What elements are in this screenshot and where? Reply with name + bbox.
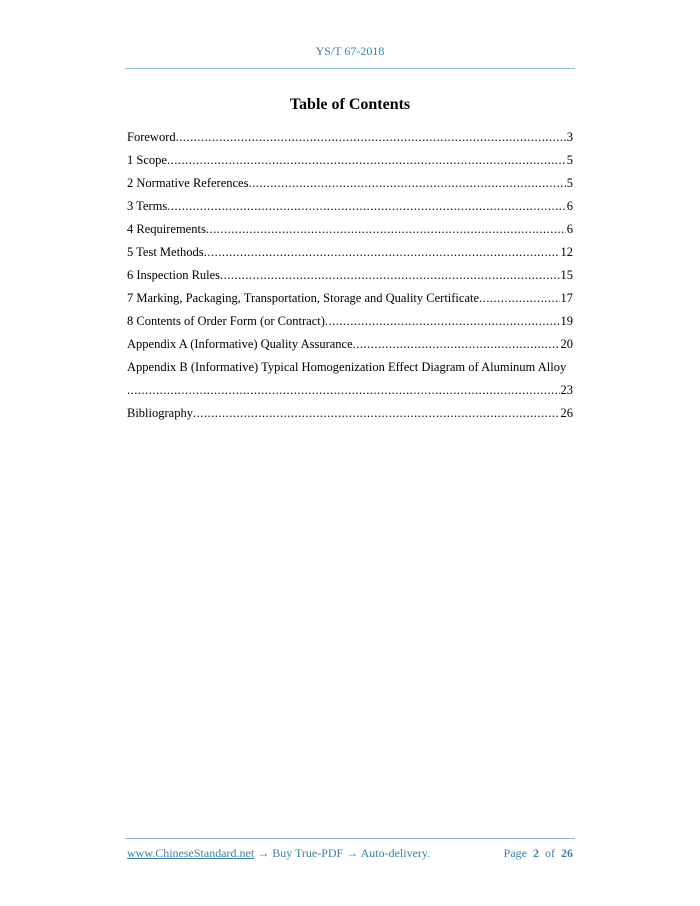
footer-promo [127,846,430,861]
toc-entry-label: 1 Scope [127,153,167,167]
toc-entry-requirements[interactable] [127,218,573,241]
toc-entry-label: 7 Marking, Packaging, Transportation, Storage and Quality Certificate [127,291,480,305]
arrow-icon: → [254,846,273,860]
toc-entry-page: 19 [560,314,573,328]
toc-leader-dots [206,218,566,241]
toc-entry-order-form[interactable] [127,310,573,333]
page-label: Page [503,846,527,860]
page-of-label: of [545,846,555,860]
toc-entry-page: 12 [560,245,573,259]
toc-entry-foreword[interactable] [127,126,573,149]
toc-entry-normative-references[interactable] [127,172,573,195]
toc-entry-page: 3 [566,130,573,144]
toc-entry-appendix-b[interactable] [127,356,573,402]
buy-true-pdf-text: Buy True-PDF [272,846,344,860]
toc-entry-page: 20 [560,337,573,351]
total-page-number: 26 [561,846,573,860]
header-title: YS/T 67-2018 [315,44,385,58]
toc-entry-page: 5 [566,153,573,167]
arrow-icon: → [343,846,361,860]
toc-leader-dots [325,310,560,333]
toc-leader-dots [353,333,560,356]
toc-entry-page: 26 [560,406,573,420]
toc-entry-page: 6 [566,222,573,236]
toc-entry-label: Bibliography [127,406,193,420]
toc-entry-page: 17 [560,291,573,305]
page-indicator [504,846,573,861]
toc-leader-dots [127,379,560,402]
toc-leader-dots [167,149,566,172]
toc-entry-label: 3 Terms [127,199,168,213]
toc-leader-dots [248,172,565,195]
toc-leader-dots [204,241,560,264]
toc-leader-dots [479,287,559,310]
toc-entry-page: 15 [560,268,573,282]
toc-entry-test-methods[interactable] [127,241,573,264]
toc-leader-dots [176,126,566,149]
current-page-number: 2 [533,846,539,860]
toc-entry-marking-packaging[interactable] [127,287,573,310]
toc-entry-label: 6 Inspection Rules [127,268,221,282]
toc-entry-label: Foreword [127,130,176,144]
auto-delivery-text: Auto-delivery. [360,846,431,860]
toc-entry-label: Appendix B (Informative) Typical Homogenization Effect Diagram of Aluminum Alloy [127,360,567,374]
toc-entry-label: 2 Normative References [127,176,249,190]
toc-leader-dots [193,402,560,425]
footer-divider [125,838,575,839]
toc-entry-page: 6 [566,199,573,213]
toc-entry-label: 5 Test Methods [127,245,204,259]
header-divider [125,68,575,69]
toc-entry-bibliography[interactable] [127,402,573,425]
toc-entry-inspection-rules[interactable] [127,264,573,287]
toc-leader-dots [220,264,559,287]
page-footer [127,846,573,861]
toc-entry-label: 8 Contents of Order Form (or Contract) [127,314,325,328]
toc-entry-page: 23 [560,383,573,397]
toc-title: Table of Contents [289,96,411,113]
toc-entry-scope[interactable] [127,149,573,172]
toc-entry-terms[interactable] [127,195,573,218]
toc-leader-dots [167,195,566,218]
toc-entry-page: 5 [566,176,573,190]
toc-entry-label: 4 Requirements [127,222,206,236]
table-of-contents [127,126,573,425]
website-link[interactable]: www.ChineseStandard.net [127,846,255,860]
toc-entry-label: Appendix A (Informative) Quality Assurance [127,337,353,351]
toc-entry-appendix-a[interactable] [127,333,573,356]
